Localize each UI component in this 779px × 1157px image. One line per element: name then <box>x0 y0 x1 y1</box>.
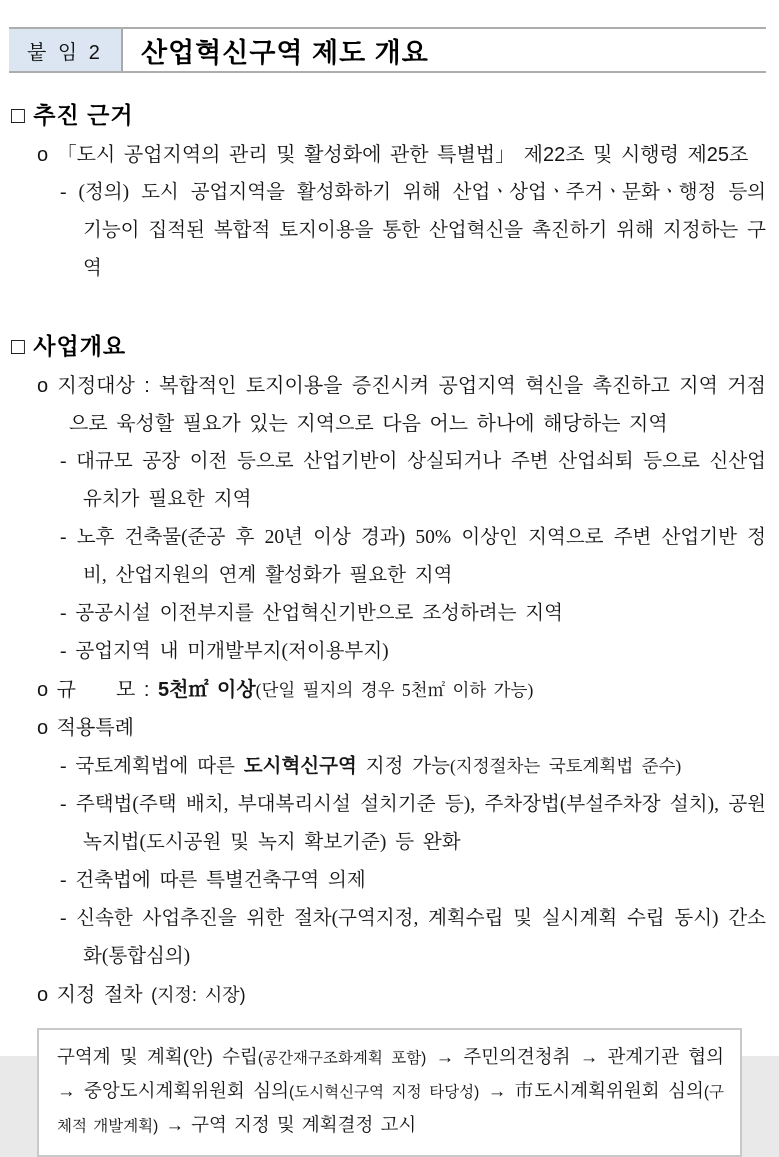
overview-designation-item <box>9 976 766 1014</box>
overview-target-sub-4: - 공업지역 내 미개발부지(저이용부지) <box>60 641 389 662</box>
section-heading-overview: □ 사업개요 <box>11 333 127 359</box>
page-title: 산업혁신구역 제도 개요 <box>141 37 429 68</box>
special-item-3: - 건축법에 따른 특별건축구역 의제 <box>60 870 366 891</box>
overview-target-sub-2: - 노후 건축물(준공 후 20년 이상 경과) 50% 이상인 지역으로 주변 산업기반 정비, 산업지원의 연계 활성화가 필요한 지역 <box>60 527 766 586</box>
procedure-step-1: 구역계 및 계획(안) 수립 <box>57 1046 258 1067</box>
section-heading-basis: □ 추진 근거 <box>11 102 134 128</box>
procedure-step-1-note: (공간재구조화계획 포함) <box>257 1050 427 1067</box>
designation-note: (지정: 시장) <box>151 985 246 1005</box>
procedure-step-3-note: (구체적 개발계획) <box>57 1084 725 1135</box>
designation-label: o 지정 절차 <box>37 984 152 1006</box>
special-item-2: - 주택법(주택 배치, 부대복리시설 설치기준 등), 주차장법(부설주차장 설치), 공원녹지법(도시공원 및 녹지 확보기준) 등 완화 <box>60 794 766 853</box>
scale-note: (단일 필지의 경우 5천㎡ 이하 가능) <box>255 680 534 700</box>
special-item-1-note: (지정절차는 국토계획법 준수) <box>449 756 682 776</box>
procedure-step-2-note: (도시혁신구역 지정 타당성) <box>289 1084 480 1101</box>
attachment-tag: 붙 임 2 <box>9 29 123 71</box>
basis-definition-item: - (정의) 도시 공업지역을 활성화하기 위해 산업ㆍ상업ㆍ주거ㆍ문화ㆍ행정 등의 기능이 집적된 복합적 토지이용을 통한 산업혁신을 촉진하기 위해 지정하는 구역 <box>60 182 766 279</box>
overview-target-sub-3: - 공공시설 이전부지를 산업혁신기반으로 조성하려는 지역 <box>60 603 563 624</box>
procedure-step-3: → 市도시계획위원회 심의 <box>479 1080 704 1101</box>
overview-target-item: o 지정대상 : 복합적인 토지이용을 증진시켜 공업지역 혁신을 촉진하고 지역 거점으로 육성할 필요가 있는 지역으로 다음 어느 하나에 해당하는 지역 <box>37 375 766 435</box>
special-item-4: - 신속한 사업추진을 위한 절차(구역지정, 계획수립 및 실시계획 수립 동시) 간소화(통합심의) <box>60 908 766 967</box>
scale-value: 5천㎡ 이상 <box>158 679 256 701</box>
special-item-1 <box>9 747 766 786</box>
basis-law-item: o 「도시 공업지역의 관리 및 활성화에 관한 특별법」 제22조 및 시행령 제25조 <box>37 144 749 166</box>
procedure-flow-box <box>37 1028 742 1157</box>
overview-scale-item <box>9 671 766 709</box>
document-header <box>9 27 766 73</box>
overview-special-heading: o 적용특례 <box>37 717 134 739</box>
special-item-1-post: 지정 가능 <box>356 756 450 777</box>
special-item-1-term: 도시혁신구역 <box>243 756 357 777</box>
overview-target-sub-1: - 대규모 공장 이전 등으로 산업기반이 상실되거나 주변 산업쇠퇴 등으로 신산업 유치가 필요한 지역 <box>60 451 766 510</box>
scale-label: o 규 모 : <box>37 679 158 701</box>
procedure-step-4: → 구역 지정 및 계획결정 고시 <box>158 1114 417 1135</box>
procedure-steps-2: → 주민의견청취 → 관계기관 협의 → 중앙도시계획위원회 심의 <box>57 1046 724 1101</box>
special-item-1-pre: - 국토계획법에 따른 <box>60 756 244 777</box>
